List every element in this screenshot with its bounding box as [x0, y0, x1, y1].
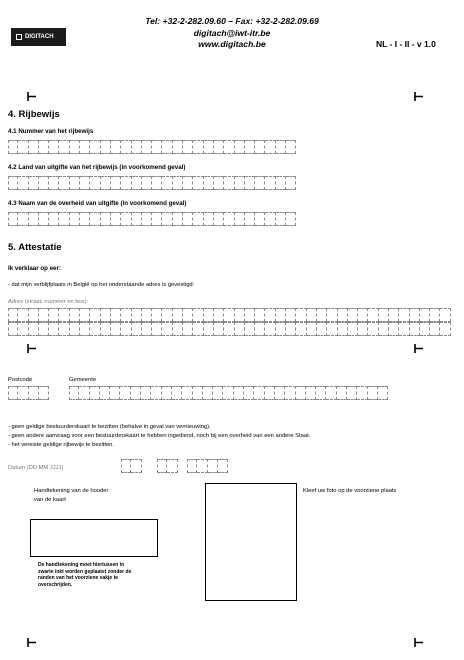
char-cell[interactable] [141, 386, 151, 400]
signature-box[interactable] [30, 519, 158, 557]
char-cell[interactable] [111, 308, 121, 322]
char-cell[interactable] [59, 176, 69, 190]
char-cell[interactable] [276, 140, 286, 154]
char-cell[interactable] [337, 386, 347, 400]
corner-mark-icon [414, 344, 423, 353]
char-cell[interactable] [307, 308, 317, 322]
char-cell[interactable] [18, 322, 28, 336]
char-cell[interactable] [410, 322, 420, 336]
version-label: NL - I - II - v 1.0 [376, 39, 436, 49]
char-cell[interactable] [90, 308, 100, 322]
char-cell[interactable] [90, 322, 100, 336]
char-cell[interactable] [316, 386, 326, 400]
char-cell[interactable] [90, 386, 100, 400]
char-cell[interactable] [296, 308, 306, 322]
char-cell[interactable] [214, 308, 224, 322]
char-cell[interactable] [39, 308, 49, 322]
date-year-field[interactable] [187, 459, 228, 473]
char-cell[interactable] [152, 176, 162, 190]
header-website: www.digitach.be [198, 39, 266, 49]
char-cell[interactable] [49, 308, 59, 322]
gemeente-label: Gemeente [69, 377, 97, 383]
statement-2: - geen andere aanvraag voor een bestuurderskaart te hebben ingediend, noch bij een overheid van een andere Staat. [8, 433, 311, 439]
char-cell[interactable] [358, 322, 368, 336]
char-cell[interactable] [265, 386, 275, 400]
char-cell[interactable] [29, 308, 39, 322]
char-cell[interactable] [223, 386, 233, 400]
char-cell[interactable] [193, 322, 203, 336]
char-cell[interactable] [389, 308, 399, 322]
char-cell[interactable] [204, 176, 214, 190]
photo-label: Kleef uw foto op de voorziene plaats [303, 488, 397, 494]
char-cell[interactable] [39, 322, 49, 336]
char-cell[interactable] [70, 176, 80, 190]
char-cell[interactable] [296, 386, 306, 400]
char-cell[interactable] [18, 308, 28, 322]
char-cell[interactable] [8, 386, 18, 400]
char-cell[interactable] [79, 386, 89, 400]
char-cell[interactable] [307, 322, 317, 336]
char-cell[interactable] [59, 308, 69, 322]
statement-1: - geen geldige bestuurderskaart te bezitten (behalve in geval van vernieuwing). [8, 424, 211, 430]
char-cell[interactable] [152, 308, 162, 322]
char-cell[interactable] [327, 308, 337, 322]
char-cell[interactable] [183, 176, 193, 190]
char-cell[interactable] [265, 212, 275, 226]
char-cell[interactable] [255, 176, 265, 190]
char-cell[interactable] [142, 176, 152, 190]
char-cell[interactable] [286, 176, 296, 190]
char-cell[interactable] [368, 308, 378, 322]
char-cell[interactable] [39, 176, 49, 190]
char-cell[interactable] [111, 212, 121, 226]
char-cell[interactable] [39, 140, 49, 154]
char-cell[interactable] [8, 176, 18, 190]
residence-text: - dat mijn verblijfplaats in België op het onderstaande adres is gevestigd: [8, 282, 195, 288]
char-cell[interactable] [348, 308, 358, 322]
char-cell[interactable] [358, 308, 368, 322]
char-cell[interactable] [235, 140, 245, 154]
char-cell[interactable] [275, 386, 285, 400]
char-cell[interactable] [255, 140, 265, 154]
char-cell[interactable] [183, 140, 193, 154]
char-cell[interactable] [29, 212, 39, 226]
char-cell[interactable] [235, 308, 245, 322]
date-label: Datum (DD MM JJJJ) [8, 465, 64, 471]
char-cell[interactable] [18, 212, 28, 226]
char-cell[interactable] [173, 212, 183, 226]
char-cell[interactable] [276, 308, 286, 322]
char-cell[interactable] [420, 322, 430, 336]
char-cell[interactable] [110, 386, 120, 400]
char-cell[interactable] [29, 322, 39, 336]
char-cell[interactable] [193, 176, 203, 190]
char-cell[interactable] [410, 308, 420, 322]
section-4-title: 4. Rijbewijs [8, 109, 60, 120]
license-country-field[interactable] [8, 176, 296, 190]
char-cell[interactable] [245, 308, 255, 322]
char-cell[interactable] [276, 176, 286, 190]
char-cell[interactable] [8, 322, 18, 336]
statement-3: - het vereiste geldige rijbewijs te bezitten. [8, 442, 115, 448]
declare-text: Ik verklaar op eer: [8, 265, 61, 272]
char-cell[interactable] [49, 176, 59, 190]
char-cell[interactable] [296, 322, 306, 336]
char-cell[interactable] [132, 212, 142, 226]
char-cell[interactable] [132, 308, 142, 322]
char-cell[interactable] [172, 386, 182, 400]
char-cell[interactable] [29, 176, 39, 190]
char-cell[interactable] [49, 322, 59, 336]
char-cell[interactable] [162, 176, 172, 190]
char-cell[interactable] [378, 386, 388, 400]
photo-box[interactable] [205, 483, 297, 601]
char-cell[interactable] [59, 212, 69, 226]
char-cell[interactable] [132, 176, 142, 190]
char-cell[interactable] [234, 386, 244, 400]
char-cell[interactable] [255, 322, 265, 336]
char-cell[interactable] [255, 212, 265, 226]
char-cell[interactable] [80, 140, 90, 154]
char-cell[interactable] [142, 212, 152, 226]
char-cell[interactable] [162, 308, 172, 322]
char-cell[interactable] [39, 386, 49, 400]
char-cell[interactable] [224, 212, 234, 226]
char-cell[interactable] [244, 386, 254, 400]
char-cell[interactable] [101, 176, 111, 190]
char-cell[interactable] [214, 212, 224, 226]
char-cell[interactable] [59, 322, 69, 336]
char-cell[interactable] [111, 176, 121, 190]
char-cell[interactable] [80, 322, 90, 336]
char-cell[interactable] [208, 459, 218, 473]
char-cell[interactable] [152, 140, 162, 154]
char-cell[interactable] [204, 322, 214, 336]
signature-title-2: van de kaart [34, 497, 66, 503]
char-cell[interactable] [101, 140, 111, 154]
char-cell[interactable] [265, 308, 275, 322]
char-cell[interactable] [193, 140, 203, 154]
char-cell[interactable] [18, 176, 28, 190]
char-cell[interactable] [18, 140, 28, 154]
char-cell[interactable] [326, 386, 336, 400]
char-cell[interactable] [204, 308, 214, 322]
char-cell[interactable] [193, 386, 203, 400]
char-cell[interactable] [151, 386, 161, 400]
char-cell[interactable] [286, 140, 296, 154]
char-cell[interactable] [255, 308, 265, 322]
char-cell[interactable] [59, 140, 69, 154]
char-cell[interactable] [420, 308, 430, 322]
char-cell[interactable] [173, 176, 183, 190]
char-cell[interactable] [49, 140, 59, 154]
corner-mark-icon [27, 344, 36, 353]
license-number-field[interactable] [8, 140, 296, 154]
char-cell[interactable] [254, 386, 264, 400]
char-cell[interactable] [39, 212, 49, 226]
char-cell[interactable] [224, 322, 234, 336]
char-cell[interactable] [368, 322, 378, 336]
char-cell[interactable] [121, 322, 131, 336]
char-cell[interactable] [347, 386, 357, 400]
char-cell[interactable] [8, 212, 18, 226]
char-cell[interactable] [183, 322, 193, 336]
char-cell[interactable] [121, 140, 131, 154]
char-cell[interactable] [121, 176, 131, 190]
char-cell[interactable] [8, 140, 18, 154]
char-cell[interactable] [101, 322, 111, 336]
date-month-field[interactable] [157, 459, 178, 473]
char-cell[interactable] [29, 140, 39, 154]
signature-title-1: Handtekening van de houder [34, 488, 109, 494]
char-cell[interactable] [235, 212, 245, 226]
char-cell[interactable] [101, 308, 111, 322]
char-cell[interactable] [162, 386, 172, 400]
char-cell[interactable] [142, 322, 152, 336]
license-number-label: 4.1 Nummer van het rijbewijs [8, 128, 94, 135]
char-cell[interactable] [152, 322, 162, 336]
corner-mark-icon [414, 92, 423, 101]
char-cell[interactable] [70, 322, 80, 336]
char-cell[interactable] [121, 308, 131, 322]
char-cell[interactable] [111, 322, 121, 336]
char-cell[interactable] [276, 322, 286, 336]
date-day-field[interactable] [121, 459, 142, 473]
char-cell[interactable] [131, 386, 141, 400]
char-cell[interactable] [183, 308, 193, 322]
char-cell[interactable] [203, 386, 213, 400]
char-cell[interactable] [245, 176, 255, 190]
char-cell[interactable] [101, 212, 111, 226]
char-cell[interactable] [379, 322, 389, 336]
license-authority-field[interactable] [8, 212, 296, 226]
char-cell[interactable] [90, 212, 100, 226]
char-cell[interactable] [338, 308, 348, 322]
char-cell[interactable] [70, 140, 80, 154]
address-field-line-2[interactable] [8, 322, 451, 336]
char-cell[interactable] [121, 459, 131, 473]
char-cell[interactable] [265, 322, 275, 336]
char-cell[interactable] [90, 140, 100, 154]
char-cell[interactable] [430, 308, 440, 322]
char-cell[interactable] [173, 140, 183, 154]
header-email: digitach@iwt-itr.be [193, 28, 271, 38]
char-cell[interactable] [29, 386, 39, 400]
char-cell[interactable] [80, 308, 90, 322]
gemeente-field[interactable] [69, 386, 388, 400]
char-cell[interactable] [379, 308, 389, 322]
char-cell[interactable] [162, 212, 172, 226]
char-cell[interactable] [213, 386, 223, 400]
char-cell[interactable] [338, 322, 348, 336]
char-cell[interactable] [49, 212, 59, 226]
char-cell[interactable] [142, 308, 152, 322]
char-cell[interactable] [187, 459, 197, 473]
char-cell[interactable] [8, 308, 18, 322]
char-cell[interactable] [183, 212, 193, 226]
section-5-title: 5. Attestatie [8, 242, 62, 253]
address-field-line-1[interactable] [8, 308, 451, 322]
char-cell[interactable] [276, 212, 286, 226]
char-cell[interactable] [167, 459, 177, 473]
char-cell[interactable] [100, 386, 110, 400]
char-cell[interactable] [173, 308, 183, 322]
license-country-label: 4.2 Land van uitgifte van het rijbewijs (in voorkomend geval) [8, 164, 186, 171]
char-cell[interactable] [142, 140, 152, 154]
char-cell[interactable] [70, 308, 80, 322]
corner-mark-icon [27, 92, 36, 101]
char-cell[interactable] [152, 212, 162, 226]
char-cell[interactable] [357, 386, 367, 400]
address-label: Adres (straat, nummer en bus): [8, 299, 89, 305]
header-phone-fax: Tel: +32-2-282.09.60 – Fax: +32-2-282.09.69 [145, 16, 319, 26]
char-cell[interactable] [286, 212, 296, 226]
char-cell[interactable] [111, 140, 121, 154]
char-cell[interactable] [162, 140, 172, 154]
char-cell[interactable] [348, 322, 358, 336]
char-cell[interactable] [18, 386, 28, 400]
corner-mark-icon [27, 638, 36, 647]
char-cell[interactable] [245, 212, 255, 226]
postcode-field[interactable] [8, 386, 49, 400]
char-cell[interactable] [80, 176, 90, 190]
char-cell[interactable] [182, 386, 192, 400]
char-cell[interactable] [193, 212, 203, 226]
char-cell[interactable] [317, 322, 327, 336]
char-cell[interactable] [327, 322, 337, 336]
char-cell[interactable] [389, 322, 399, 336]
char-cell[interactable] [214, 140, 224, 154]
char-cell[interactable] [245, 322, 255, 336]
char-cell[interactable] [218, 459, 228, 473]
char-cell[interactable] [399, 322, 409, 336]
char-cell[interactable] [162, 322, 172, 336]
char-cell[interactable] [440, 322, 450, 336]
char-cell[interactable] [70, 212, 80, 226]
char-cell[interactable] [173, 322, 183, 336]
char-cell[interactable] [214, 176, 224, 190]
char-cell[interactable] [265, 176, 275, 190]
char-cell[interactable] [197, 459, 207, 473]
char-cell[interactable] [224, 308, 234, 322]
char-cell[interactable] [245, 140, 255, 154]
char-cell[interactable] [80, 212, 90, 226]
char-cell[interactable] [235, 176, 245, 190]
char-cell[interactable] [306, 386, 316, 400]
char-cell[interactable] [430, 322, 440, 336]
char-cell[interactable] [265, 140, 275, 154]
postcode-label: Postcode [8, 377, 33, 383]
char-cell[interactable] [120, 386, 130, 400]
corner-mark-icon [414, 638, 423, 647]
char-cell[interactable] [235, 322, 245, 336]
char-cell[interactable] [317, 308, 327, 322]
char-cell[interactable] [157, 459, 167, 473]
char-cell[interactable] [224, 140, 234, 154]
char-cell[interactable] [368, 386, 378, 400]
logo-text: DIGITACH [25, 34, 54, 40]
char-cell[interactable] [285, 386, 295, 400]
char-cell[interactable] [204, 140, 214, 154]
char-cell[interactable] [132, 322, 142, 336]
char-cell[interactable] [440, 308, 450, 322]
char-cell[interactable] [121, 212, 131, 226]
char-cell[interactable] [193, 308, 203, 322]
char-cell[interactable] [204, 212, 214, 226]
char-cell[interactable] [214, 322, 224, 336]
char-cell[interactable] [286, 322, 296, 336]
char-cell[interactable] [286, 308, 296, 322]
char-cell[interactable] [69, 386, 79, 400]
char-cell[interactable] [132, 140, 142, 154]
license-authority-label: 4.3 Naam van de overheid van uitgifte (in voorkomend geval) [8, 200, 187, 207]
char-cell[interactable] [224, 176, 234, 190]
char-cell[interactable] [90, 176, 100, 190]
char-cell[interactable] [131, 459, 141, 473]
signature-note: De handtekening moet hiertussen in zwarte inkt worden geplaatst zonder de randen van het voorziene vakje te overschrijden. [38, 562, 132, 588]
char-cell[interactable] [399, 308, 409, 322]
